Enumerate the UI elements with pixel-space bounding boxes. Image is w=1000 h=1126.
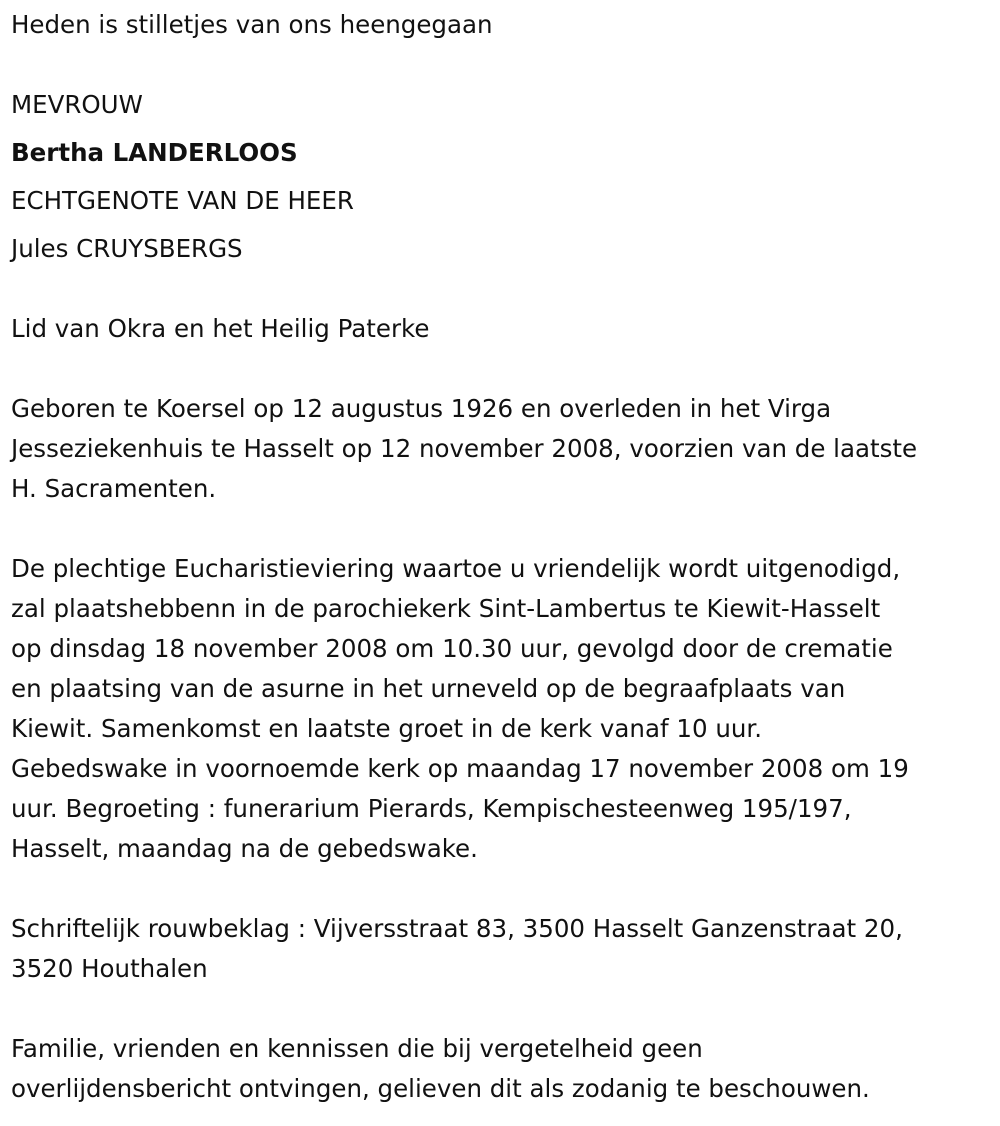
ceremony-line: De plechtige Eucharistieviering waartoe u vriendelijk wordt uitgenodigd, [11,554,901,583]
honorific: MEVROUW [11,90,143,119]
ceremony-line: op dinsdag 18 november 2008 om 10.30 uur, gevolgd door de crematie [11,634,893,663]
spouse-name: Jules CRUYSBERGS [11,234,243,263]
birth-death-line: Geboren te Koersel op 12 augustus 1926 en overleden in het Virga [11,394,832,423]
membership-line: Lid van Okra en het Heilig Paterke [11,314,430,343]
intro-line: Heden is stilletjes van ons heengegaan [11,10,493,39]
ceremony-line: Kiewit. Samenkomst en laatste groet in de kerk vanaf 10 uur. [11,714,763,743]
ceremony-line: zal plaatshebbenn in de parochiekerk Sint-Lambertus te Kiewit-Hasselt [11,594,881,623]
condolences-line: 3520 Houthalen [11,954,208,983]
deceased-name: Bertha LANDERLOOS [11,138,298,167]
condolences-line: Schriftelijk rouwbeklag : Vijversstraat 83, 3500 Hasselt Ganzenstraat 20, [11,914,903,943]
birth-death-line: Jesseziekenhuis te Hasselt op 12 november 2008, voorzien van de laatste [11,434,918,463]
ceremony-line: en plaatsing van de asurne in het urneveld op de begraafplaats van [11,674,846,703]
spouse-prefix: ECHTGENOTE VAN DE HEER [11,186,354,215]
birth-death-line: H. Sacramenten. [11,474,217,503]
ceremony-line: Hasselt, maandag na de gebedswake. [11,834,478,863]
ceremony-line: uur. Begroeting : funerarium Pierards, Kempischesteenweg 195/197, [11,794,852,823]
ceremony-line: Gebedswake in voornoemde kerk op maandag 17 november 2008 om 19 [11,754,909,783]
closing-line: Familie, vrienden en kennissen die bij vergetelheid geen [11,1034,703,1063]
closing-line: overlijdensbericht ontvingen, gelieven dit als zodanig te beschouwen. [11,1074,870,1103]
